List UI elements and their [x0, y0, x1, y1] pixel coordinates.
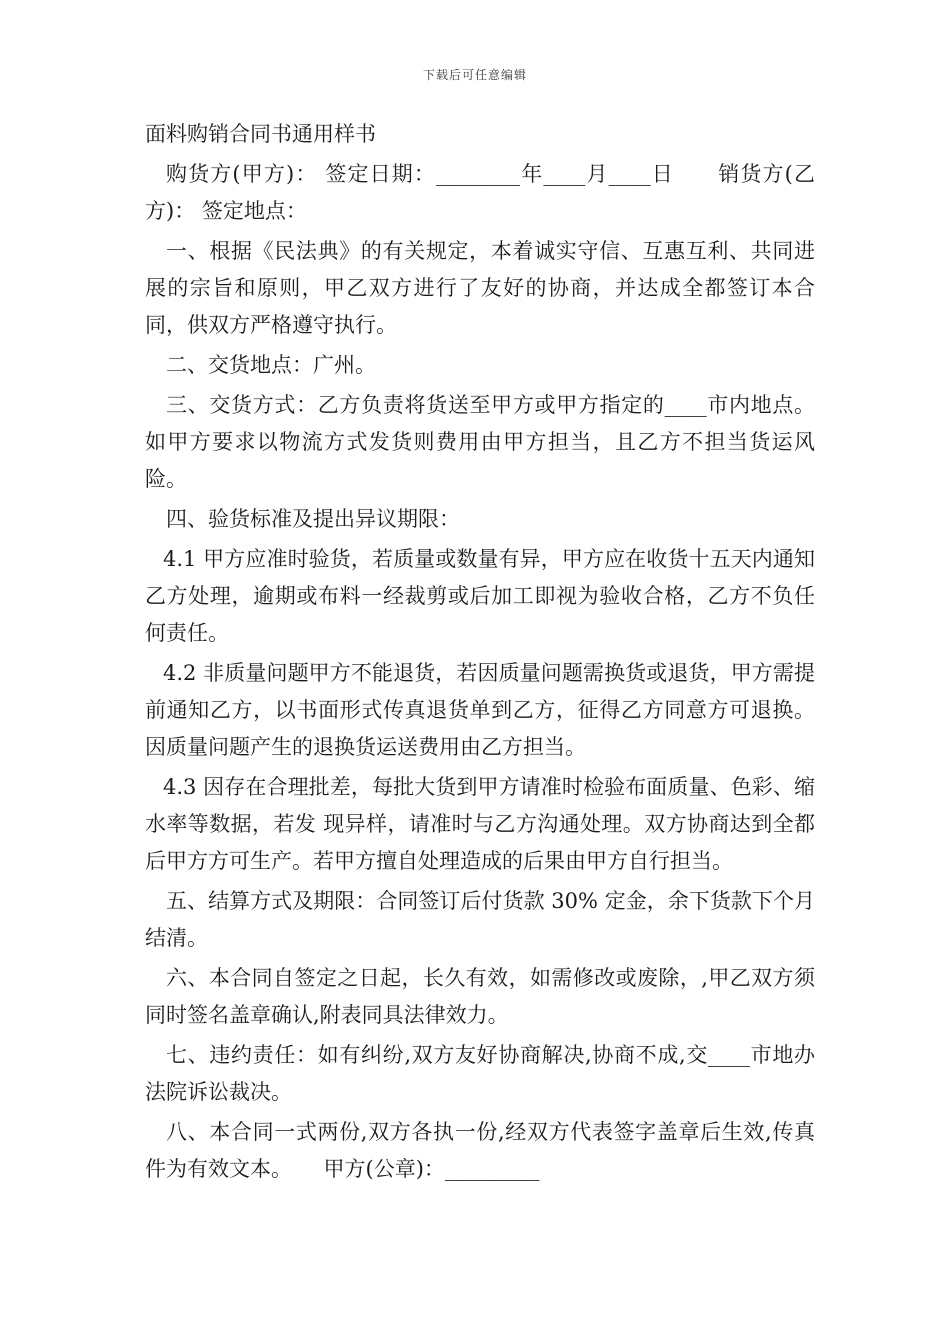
clause-4-3: 4.3 因存在合理批差，每批大货到甲方请准时检验布面质量、色彩、缩水率等数据，若发 现异样，请准时与乙方沟通处理。双方协商达到全都后甲方方可生产。若甲方擅自处理造成的后果由甲方自行担当。 — [145, 775, 815, 873]
clause-4: 四、验货标准及提出异议期限： — [166, 507, 460, 531]
clause-4-2: 4.2 非质量问题甲方不能退货，若因质量问题需换货或退货，甲方需提前通知乙方，以书面形式传真退货单到乙方，征得乙方同意方可退换。因质量问题产生的退换货运送费用由乙方担当。 — [145, 661, 815, 759]
clause-4-1: 4.1 甲方应准时验货，若质量或数量有异，甲方应在收货十五天内通知乙方处理，逾期或布料一经裁剪或后加工即视为验收合格，乙方不负任何责任。 — [145, 547, 815, 645]
page-header-note: 下载后可任意编辑 — [422, 68, 527, 82]
clause-3: 三、交货方式：乙方负责将货送至甲方或甲方指定的____市内地点。如甲方要求以物流方式发货则费用由甲方担当，且乙方不担当货运风险。 — [145, 393, 815, 491]
clause-8: 八、本合同一式两份,双方各执一份,经双方代表签字盖章后生效,传真件为有效文本。 甲方(公章)：_________ — [145, 1120, 815, 1181]
clause-7: 七、违约责任：如有纠纷,双方友好协商解决,协商不成,交____市地办法院诉讼裁决。 — [145, 1043, 815, 1104]
clause-5: 五、结算方式及期限：合同签订后付货款 30% 定金，余下货款下个月结清。 — [145, 889, 815, 950]
clause-2: 二、交货地点：广州。 — [166, 353, 376, 377]
parties-line: 购货方(甲方)： 签定日期：________年____月____日 销货方(乙方)： 签定地点： — [145, 162, 815, 223]
clause-6: 六、本合同自签定之日起，长久有效，如需修改或废除，,甲乙双方须同时签名盖章确认,附表同具法律效力。 — [145, 966, 815, 1027]
document-title: 面料购销合同书通用样书 — [145, 122, 376, 146]
document-body — [145, 120, 815, 1191]
clause-1: 一、根据《民法典》的有关规定，本着诚实守信、互惠互利、共同进展的宗旨和原则，甲乙双方进行了友好的协商，并达成全都签订本合同，供双方严格遵守执行。 — [145, 239, 815, 337]
